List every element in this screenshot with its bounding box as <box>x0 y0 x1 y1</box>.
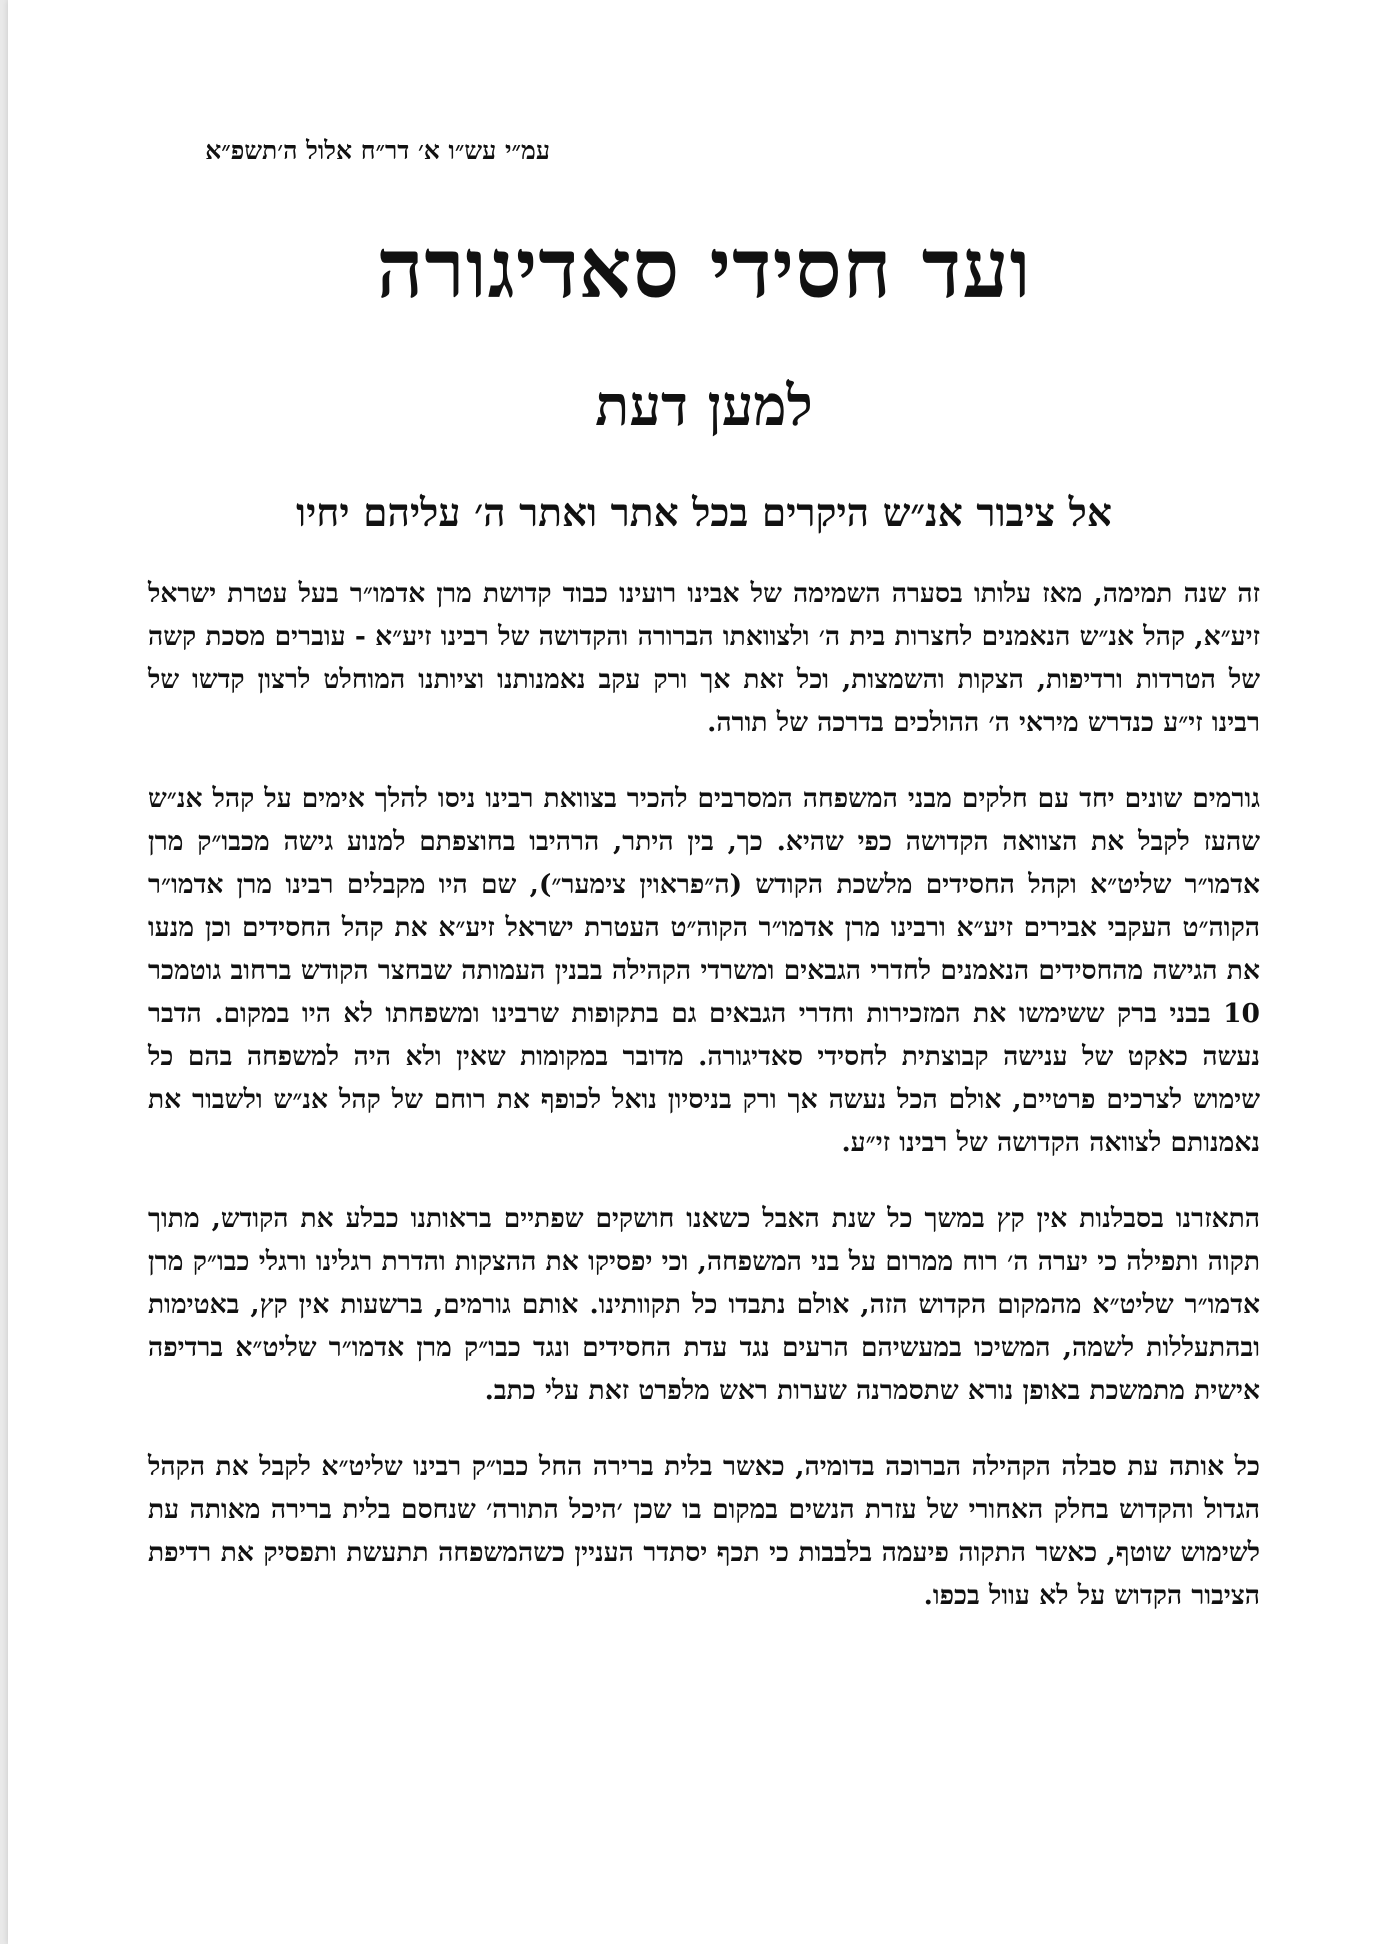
letter-body <box>148 572 1260 1650</box>
paragraph-3: התאזרנו בסבלנות אין קץ במשך כל שנת האבל כשאנו חושקים שפתיים בראותנו כבלע את הקודש, מתוך תקוה ותפילה כי יערה ה׳ רוח ממרום על בני המשפחה, וכי יפסיקו את ההצקות והדרת רגלינו ורגלי כבו״ק מרן אדמו״ר שליט״א מהמקום הקדוש הזה, אולם נתבדו כל תקוותינו. אותם גורמים, ברשעות אין קץ, באטימות ובהתעללות לשמה, המשיכו במעשיהם הרעים נגד עדת החסידים ונגד כבו״ק מרן אדמו״ר שליט״א ברדיפה אישית מתמשכת באופן נורא שתסמרנה שערות ראש מלפרט זאת עלי כתב. <box>148 1203 1260 1406</box>
paragraph-2: גורמים שונים יחד עם חלקים מבני המשפחה המסרבים להכיר בצוואת רבינו ניסו להלך אימים על קהל אנ״ש שהעז לקבל את הצוואה הקדושה כפי שהיא. כך, בין היתר, הרהיבו בחוצפתם למנוע גישה מכבו״ק מרן אדמו״ר שליט״א וקהל החסידים מלשכת הקודש (ה״פראוין צימער״), שם היו מקבלים רבינו מרן אדמו״ר הקוה״ט העקבי אבירים זיע״א ורבינו מרן אדמו״ר הקוה״ט העטרת ישראל זיע״א את קהל החסידים וכן מנעו את הגישה מהחסידים הנאמנים לחדרי הגבאים ומשרדי הקהילה בבנין העמותה שבחצר הקודש ברחוב גוטמכר 10 בבני ברק ששימשו את המזכירות וחדרי הגבאים גם בתקופות שרבינו ומשפחתו לא היו במקום. הדבר נעשה כאקט של ענישה קבוצתית לחסידי סאדיגורה. מדובר במקומות שאין ולא היה למשפחה בהם כל שימוש לצרכים פרטיים, אולם הכל נעשה אך ורק בניסיון נואל לכופף את רוחם של קהל אנ״ש ולשבור את נאמנותם לצוואה הקדושה של רבינו זי״ע. <box>148 783 1260 1158</box>
addressee-heading: אל ציבור אנ״ש היקרים בכל אתר ואתר ה׳ עליהם יחיו <box>296 490 1112 536</box>
paragraph-4: כל אותה עת סבלה הקהילה הברוכה בדומיה, כאשר בלית ברירה החל כבו״ק רבינו שליט״א לקבל את הקהל הגדול והקדוש בחלק האחורי של עזרת הנשים במקום בו שכן ׳היכל התורה׳ שנחסם בלית ברירה מאותה עת לשימוש שוטף, כאשר התקוה פיעמה בלבבות כי תכף יסתדר העניין כשהמשפחה תתעשת ותפסיק את רדיפת הציבור הקדוש על לא עוול בכפו. <box>148 1451 1260 1611</box>
page-title: ועד חסידי סאדיגורה <box>376 221 1032 317</box>
document-page <box>8 0 1400 1944</box>
date-line: עמ״י עש״ו א׳ דר״ח אלול ה׳תשפ״א <box>205 136 550 165</box>
page-subtitle: למען דעת <box>595 373 813 439</box>
paragraph-1: זה שנה תמימה, מאז עלותו בסערה השמימה של אבינו רועינו כבוד קדושת מרן אדמו״ר בעל עטרת ישראל זיע״א, קהל אנ״ש הנאמנים לחצרות בית ה׳ ולצוואתו הברורה והקדושה של רבינו זיע״א - עוברים מסכת קשה של הטרדות ורדיפות, הצקות והשמצות, וכל זאת אך ורק עקב נאמנותנו וציותנו המוחלט לרצון קדשו של רבינו זי״ע כנדרש מיראי ה׳ ההולכים בדרכה של תורה. <box>148 578 1260 738</box>
